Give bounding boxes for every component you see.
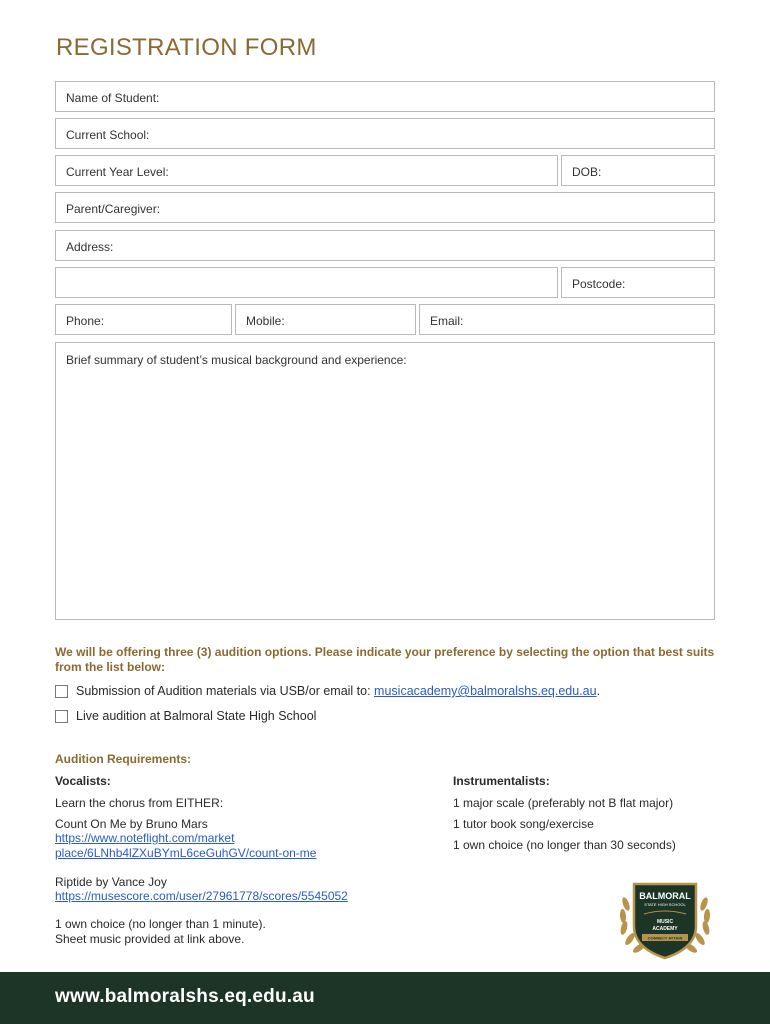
parent-label: Parent/Caregiver: [66,202,161,216]
address-line2-field[interactable] [55,267,558,298]
riptide-link[interactable]: https://musescore.com/user/27961778/scores/5545052 [55,889,348,903]
count-on-me-link-line2[interactable]: place/6LNhb4lZXuBYmL6ceGuhGV/count-on-me [55,846,317,860]
option-usb-email-text: Submission of Audition materials via USB/or email to: [76,684,375,698]
balmoral-music-academy-logo [612,878,718,962]
audition-intro: We will be offering three (3) audition options. Please indicate your preference by selecting the option that best suits from the list below: [55,645,715,674]
school-label: Current School: [66,128,150,142]
logo-line2: STATE HIGH SCHOOL [644,902,686,907]
option-live-text: Live audition at Balmoral State High School [76,709,317,723]
email-label: Email: [430,314,464,328]
postcode-field[interactable] [561,267,715,298]
page-title: REGISTRATION FORM [56,34,317,61]
school-field[interactable] [55,118,715,149]
email-field[interactable] [419,304,715,335]
dob-field[interactable] [561,155,715,186]
mobile-field[interactable] [235,304,416,335]
logo-line3: MUSIC [656,919,674,925]
audition-option-usb-email [55,684,600,698]
audition-option-live [55,709,316,723]
requirements-title: Audition Requirements: [55,752,192,766]
address-label: Address: [66,240,114,254]
logo-line1: BALMORAL [639,891,691,901]
option-usb-email-checkbox[interactable] [55,685,68,698]
summary-field[interactable] [55,342,715,620]
instrumentalists-item-3: 1 own choice (no longer than 30 seconds) [453,838,676,852]
vocalists-sheet-music: Sheet music provided at link above. [55,932,245,946]
year-level-label: Current Year Level: [66,165,169,179]
mobile-label: Mobile: [246,314,285,328]
dob-label: DOB: [572,165,602,179]
option-live-checkbox[interactable] [55,710,68,723]
vocalists-instruction: Learn the chorus from EITHER: [55,796,224,810]
vocalists-heading: Vocalists: [55,774,111,788]
count-on-me-link-line1[interactable]: https://www.noteflight.com/market [55,831,235,845]
music-academy-email-link[interactable]: musicacademy@balmoralshs.eq.edu.au [374,684,597,698]
vocalists-own-choice: 1 own choice (no longer than 1 minute). [55,917,266,931]
song-riptide: Riptide by Vance Joy [55,875,167,889]
parent-field[interactable] [55,192,715,223]
postcode-label: Postcode: [572,277,626,291]
summary-label: Brief summary of student’s musical background and experience: [66,353,407,367]
year-level-field[interactable] [55,155,558,186]
option-usb-email-period: . [596,684,601,698]
phone-field[interactable] [55,304,232,335]
instrumentalists-item-2: 1 tutor book song/exercise [453,817,594,831]
logo-line4: ACADEMY [652,926,678,932]
footer-url[interactable]: www.balmoralshs.eq.edu.au [55,986,315,1007]
footer [0,972,770,1024]
instrumentalists-heading: Instrumentalists: [453,774,550,788]
logo-line5: CONNECT ATTAIN [647,935,683,941]
name-field[interactable] [55,81,715,112]
name-label: Name of Student: [66,91,160,105]
address-field[interactable] [55,230,715,261]
vocalists-section [55,774,435,954]
instrumentalists-section [453,774,723,864]
phone-label: Phone: [66,314,105,328]
instrumentalists-item-1: 1 major scale (preferably not B flat major) [453,796,674,810]
song-count-on-me: Count On Me by Bruno Mars [55,817,208,831]
